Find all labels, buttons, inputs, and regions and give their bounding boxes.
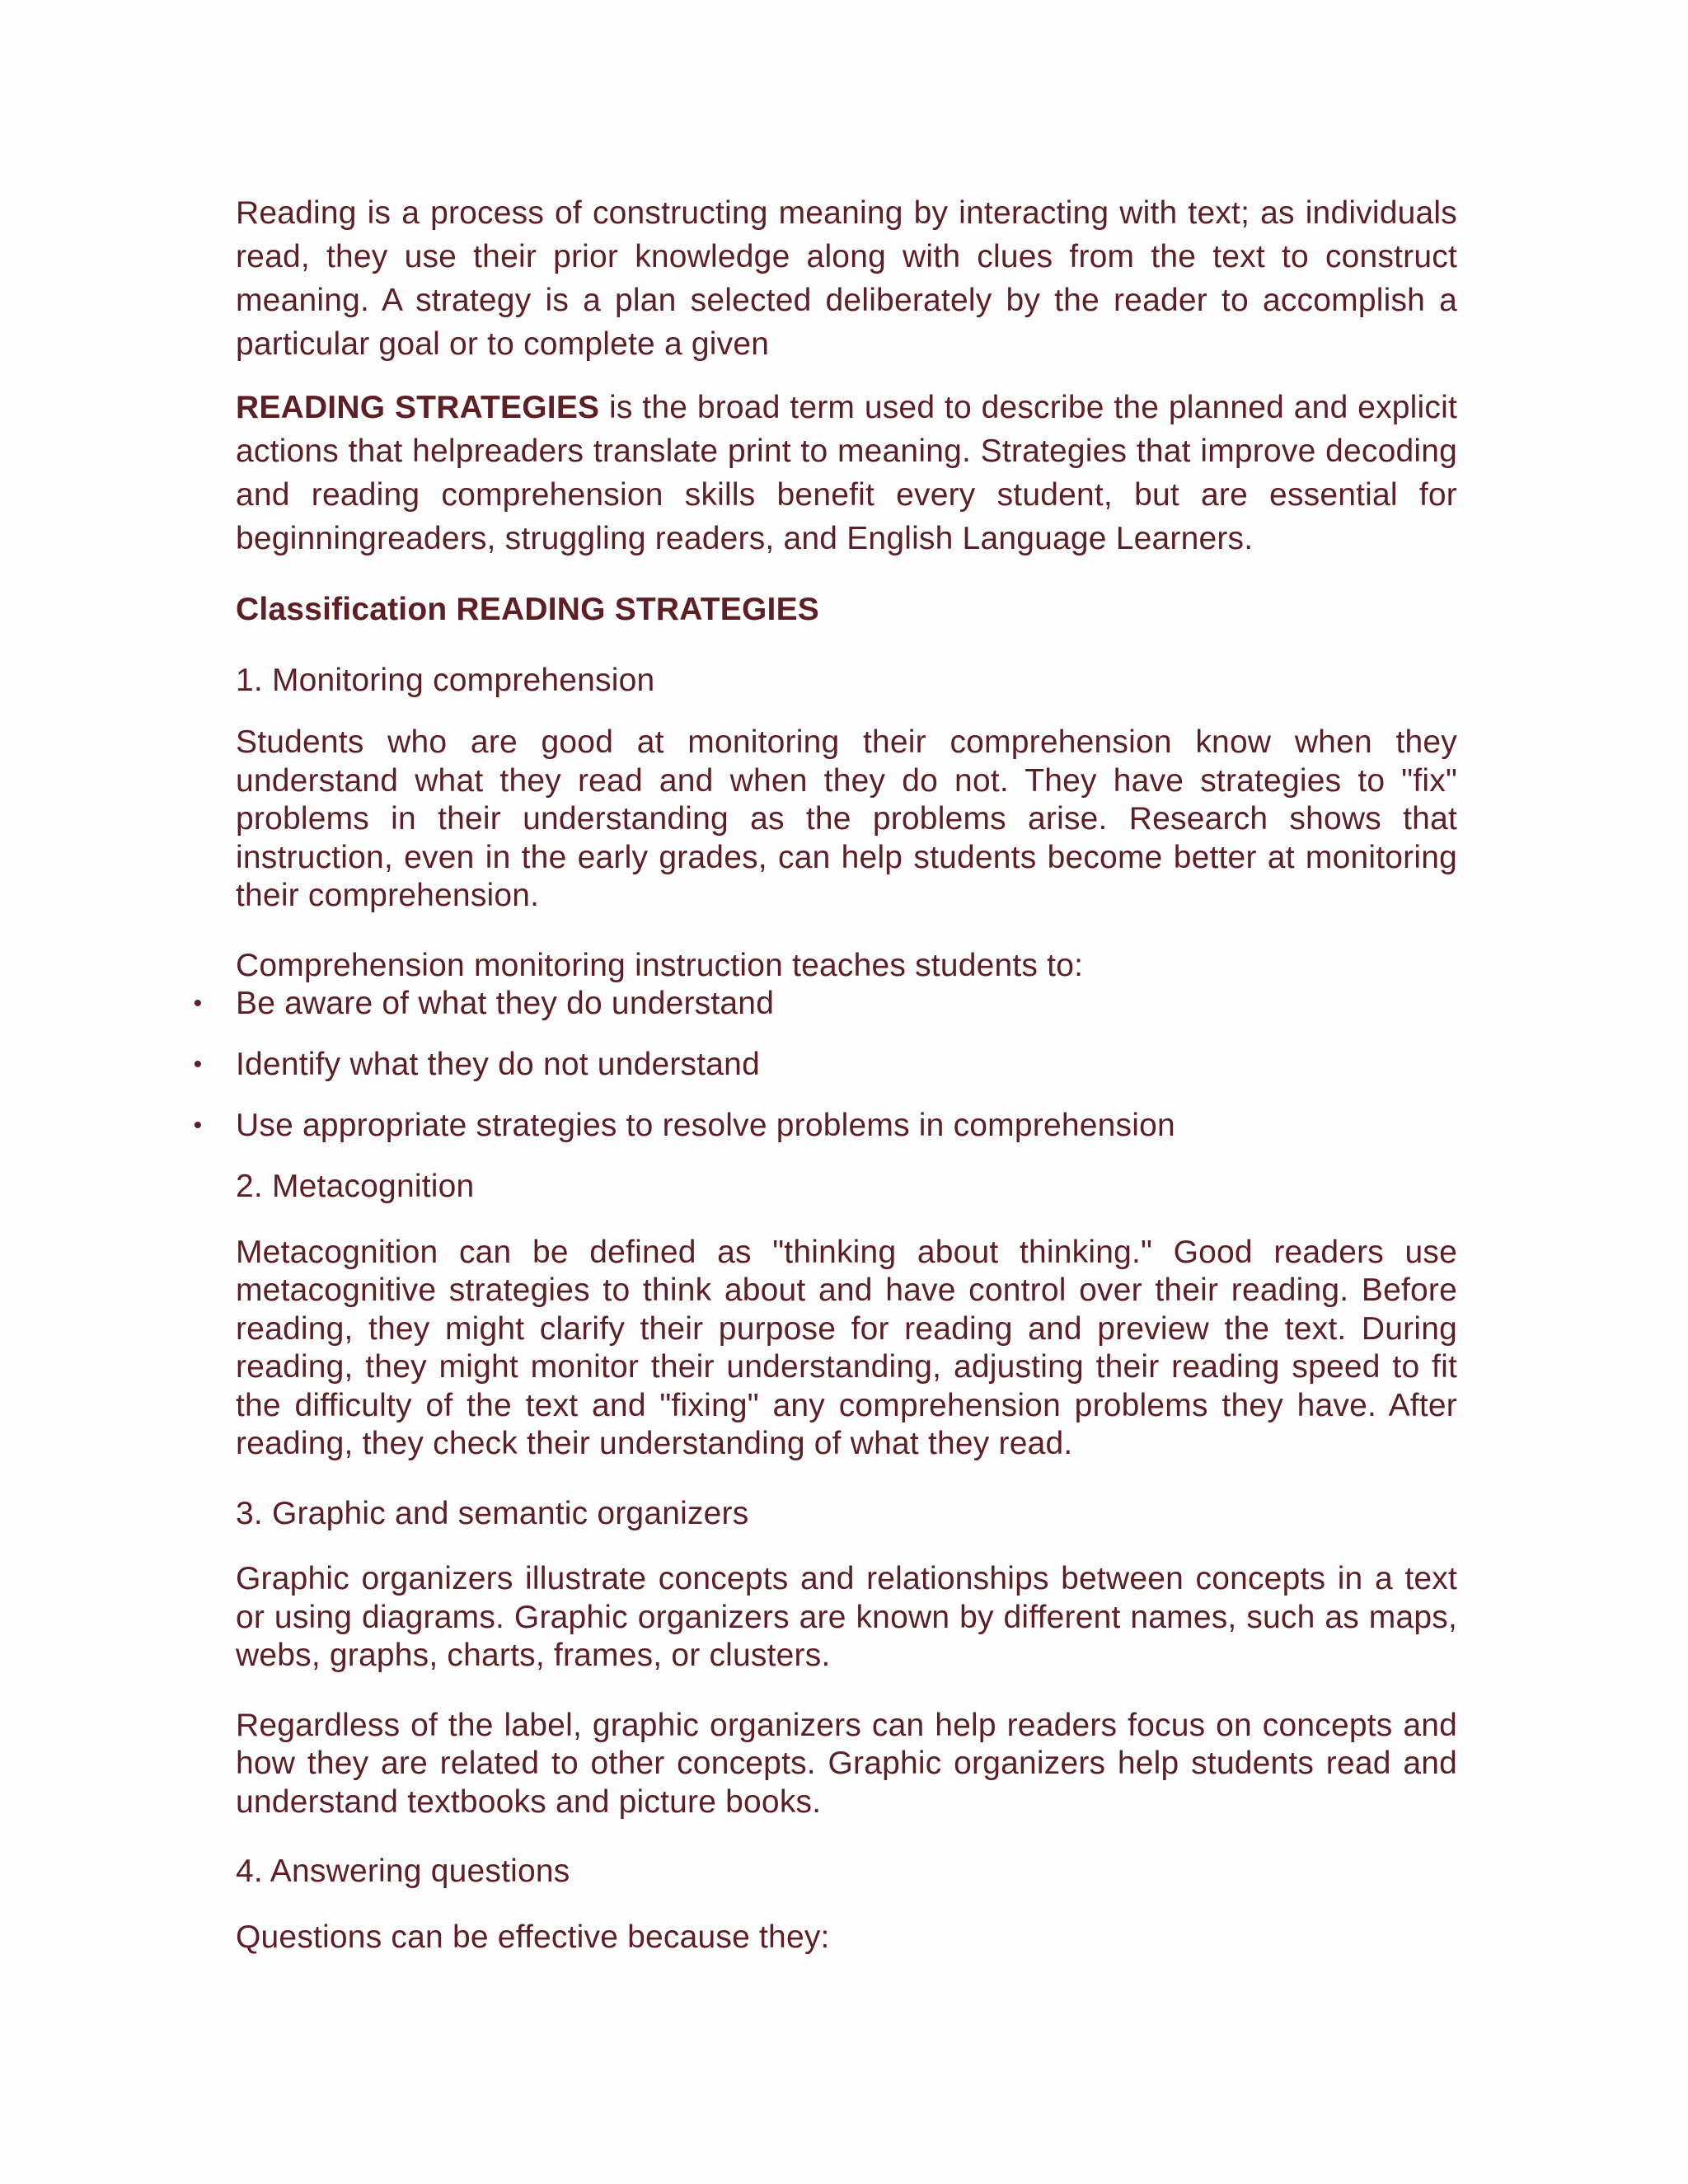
list-item-text: Use appropriate strategies to resolve problems in comprehension <box>236 1108 1175 1143</box>
list-item <box>193 985 1457 1023</box>
intro-paragraph: Reading is a process of constructing meaning by interacting with text; as individuals read, they use their prior knowledge along with clues from the text to construct meaning. A strategy is a plan selected deliberately by the reader to accomplish a particular goal or to complete a given <box>236 195 1457 362</box>
monitoring-paragraph: Students who are good at monitoring their comprehension know when they understand what they read and when they do not. They have strategies to "fix" problems in their understanding as the problems arise. Research shows that instruction, even in the early grades, can help students become better at monitoring their comprehension. <box>236 724 1457 913</box>
monitoring-list-intro: Comprehension monitoring instruction teaches students to: <box>236 947 1084 983</box>
list-item-text: Identify what they do not understand <box>236 1047 760 1082</box>
section-heading-answering-questions: 4. Answering questions <box>236 1854 570 1889</box>
list-item <box>193 1107 1457 1145</box>
section-heading-monitoring: 1. Monitoring comprehension <box>236 663 655 698</box>
list-item-text: Be aware of what they do understand <box>236 986 775 1021</box>
bullet-icon: • <box>193 1112 203 1139</box>
reading-strategies-term: READING STRATEGIES <box>236 390 600 425</box>
reading-strategies-paragraph <box>236 386 1457 560</box>
classification-heading: Classification READING STRATEGIES <box>236 592 819 627</box>
bullet-icon: • <box>193 1051 203 1078</box>
metacognition-paragraph: Metacognition can be defined as "thinking about thinking." Good readers use metacognitive strategies to think about and have control over their reading. Before reading, they might clarify their purpose for reading and preview the text. During reading, they might monitor their understanding, adjusting their reading speed to fit the difficulty of the text and "fixing" any comprehension problems they have. After reading, they check their understanding of what they read. <box>236 1234 1457 1461</box>
list-item <box>193 1046 1457 1084</box>
document-page <box>193 191 1457 1957</box>
section-heading-graphic-organizers: 3. Graphic and semantic organizers <box>236 1495 749 1531</box>
answering-questions-paragraph: Questions can be effective because they: <box>236 1919 830 1955</box>
graphic-organizers-paragraph-1: Graphic organizers illustrate concepts and relationships between concepts in a text or using diagrams. Graphic organizers are known by different names, such as maps, webs, graphs, charts, frames, or clusters. <box>236 1561 1457 1673</box>
section-heading-metacognition: 2. Metacognition <box>236 1169 475 1204</box>
reading-strategies-definition: is the broad term used to describe the planned and explicit actions that helpreaders translate print to meaning. Strategies that improve decoding and reading comprehension skills benefit every student, but are essential for beginningreaders, struggling readers, and English Language Learners. <box>236 390 1457 556</box>
graphic-organizers-paragraph-2: Regardless of the label, graphic organizers can help readers focus on concepts and how they are related to other concepts. Graphic organizers help students read and understand textbooks and picture books. <box>236 1707 1457 1820</box>
bullet-icon: • <box>193 990 203 1017</box>
monitoring-bullet-list <box>193 985 1457 1145</box>
